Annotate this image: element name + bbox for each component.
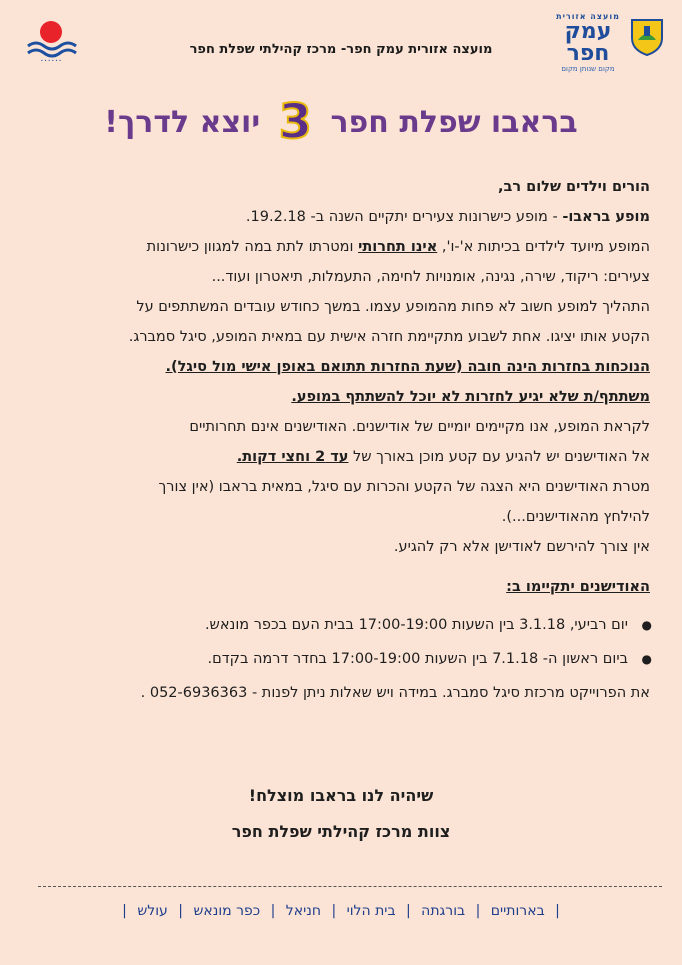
no-registration-line: אין צורך להירשם לאודישן אלא רק להגיע. [393,539,650,555]
contact-line: את הפרוייקט מרכזת סיגל סמברג. במידה ויש שאלות ניתן לפנות - 052-6936363 . [140,685,650,701]
audition-date-1: ● יום רביעי, 3.1.18 בין השעות 17:00-19:00 בבית העם בכפר מונאש. [30,614,628,648]
not-competitive-text: אינו תחרותי [358,239,438,255]
intro-line [30,206,650,236]
village-kfar-monash: כפר מונאש [193,903,261,919]
footer-separator: | [122,903,127,919]
footer-separator: | [331,903,337,919]
audition-list [30,614,650,682]
footer-separator: | [475,903,481,919]
footer-separator: | [270,903,276,919]
footer-villages [0,903,682,919]
emek-logo-top: מועצה אזורית [556,12,620,21]
audience-line [30,236,650,266]
attendance-rule: הנוכחות בחזרות הינה חובה (שעת החזרות תתואם באופן אישי מול סיגל). [165,359,650,375]
closing-signature: צוות מרכז קהילתי שפלת חפר [231,822,451,841]
talents-line: צעירים: ריקוד, שירה, נגינה, אומנויות לחימה, התעמלות, תיאטרון ועוד... [211,269,650,285]
audition-date-2: ● ביום ראשון ה- 7.1.18 בין השעות 17:00-19:00 בחדר דרמה בקדם. [30,648,628,682]
piece-length-text: אל האודישנים יש להגיע עם קטע מוכן באורך של [348,449,650,465]
footer-divider [38,886,662,887]
audition-goal-line: מטרת האודישנים היא הצגה של הקטע והכרות עם סיגל, במאית בראבו (אין צורך [158,479,650,495]
auditions-heading: האודישנים יתקיימו ב: [506,579,650,595]
title-part-2: יוצא לדרך! [104,105,261,140]
title-part-1: בראבו שפלת חפר [330,105,578,140]
council-line: מועצה אזורית עמק חפר- מרכז קהילתי שפלת חפר [189,42,493,57]
body-text [30,176,650,712]
piece-length-limit: עד 2 וחצי דקות. [236,449,349,465]
page-title [0,94,682,150]
footer-separator: | [178,903,183,919]
show-date-text: - מופע כישרונות צעירים יתקיים השנה ב- 19.2.18. [245,209,563,225]
village-beerotayim: בארותיים [490,903,545,919]
footer-separator: | [406,903,411,919]
rehearsal-line: הקטע אותו יציגו. אחת לשבוע מתקיימת חזרה אישית עם במאית המופע, סיגל סמברג. [128,329,650,345]
audition-goal-line-2: להילחץ מהאודישנים...). [501,509,650,525]
footer-separator: | [555,903,560,919]
village-haniel: חניאל [285,903,321,919]
village-beit-halevi: בית הלוי [346,903,396,919]
piece-length-line [30,446,650,476]
show-name: מופע בראבו- [562,209,650,225]
auditions-intro: לקראת המופע, אנו מקיימים יומיים של אודישנים. האודישנים אינם תחרותיים [189,419,650,435]
emek-logo-main: עמק חפר [564,19,612,66]
closing-wish: שיהיה לנו בראבו מוצלח! [248,786,434,805]
svg-text:• • • • • •: • • • • • • [40,58,62,63]
audience-text: המופע מיועד לילדים בכיתות א'-ו', [437,239,650,255]
emek-logo-tagline: מקום שנותן מקום [561,65,615,73]
process-line: התהליך למופע חשוב לא פחות מהמופע עצמו. במשך כחודש עובדים המשתתפים על [136,299,650,315]
absence-rule: משתתף/ת שלא יגיע לחזרות לא יוכל להשתתף במופע. [291,389,650,405]
title-number: 3 [278,94,313,150]
village-olesh: עולש [137,903,168,919]
village-burgata: בורגתה [421,903,466,919]
purpose-text: ומטרתו לתת במה למגוון כישרונות [146,239,359,255]
greeting: הורים וילדים שלום רב, [497,179,650,195]
